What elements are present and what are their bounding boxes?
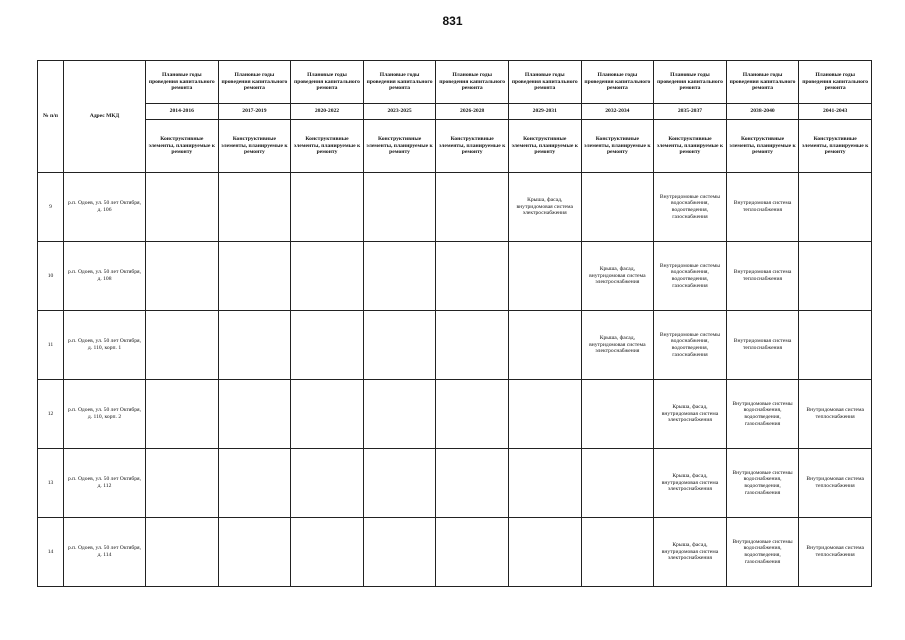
repair-cell [146, 242, 219, 311]
period-subtitle: Конструктивные элементы, планируемые к ремонту [218, 120, 291, 173]
repair-cell: Внутридомовые системы водоснабжения, водоотведения, газоснабжения [654, 242, 727, 311]
repair-cell [581, 449, 654, 518]
repair-cell [291, 311, 364, 380]
repair-cell [508, 380, 581, 449]
row-address: р.п. Одоев, ул. 50 лет Октября, д. 106 [64, 173, 146, 242]
repair-cell [291, 242, 364, 311]
header-title-row [38, 61, 872, 104]
repair-cell [291, 518, 364, 587]
table-row [38, 311, 872, 380]
repair-cell: Внутридомовая система теплоснабжения [726, 173, 799, 242]
repair-cell [218, 311, 291, 380]
table-row [38, 518, 872, 587]
row-number: 14 [38, 518, 64, 587]
period-subtitle: Конструктивные элементы, планируемые к ремонту [291, 120, 364, 173]
period-title: Плановые годы проведения капитального ремонта [581, 61, 654, 104]
num-header: № п/п [38, 61, 64, 173]
repair-cell [218, 242, 291, 311]
repair-cell: Внутридомовые системы водоснабжения, водоотведения, газоснабжения [654, 311, 727, 380]
repair-cell [146, 449, 219, 518]
period-title: Плановые годы проведения капитального ремонта [654, 61, 727, 104]
repair-cell: Крыша, фасад, внутридомовая система электроснабжения [508, 173, 581, 242]
repair-cell [146, 173, 219, 242]
header-elements-row [38, 120, 872, 173]
table-row [38, 242, 872, 311]
table-row [38, 380, 872, 449]
period-subtitle: Конструктивные элементы, планируемые к ремонту [581, 120, 654, 173]
period-years: 2020-2022 [291, 104, 364, 120]
repair-cell [436, 311, 509, 380]
capital-repair-table [37, 60, 872, 587]
repair-cell [363, 449, 436, 518]
repair-cell [508, 449, 581, 518]
period-years: 2017-2019 [218, 104, 291, 120]
repair-cell [363, 518, 436, 587]
period-title: Плановые годы проведения капитального ремонта [363, 61, 436, 104]
repair-cell [146, 311, 219, 380]
repair-cell [291, 173, 364, 242]
repair-cell [146, 518, 219, 587]
period-years: 2014-2016 [146, 104, 219, 120]
repair-cell [146, 380, 219, 449]
repair-cell [218, 449, 291, 518]
repair-cell: Внутридомовые системы водоснабжения, водоотведения, газоснабжения [726, 449, 799, 518]
period-subtitle: Конструктивные элементы, планируемые к ремонту [799, 120, 872, 173]
period-title: Плановые годы проведения капитального ремонта [291, 61, 364, 104]
repair-cell: Внутридомовая система теплоснабжения [799, 518, 872, 587]
repair-cell [581, 518, 654, 587]
row-number: 9 [38, 173, 64, 242]
repair-cell [799, 173, 872, 242]
repair-cell [436, 449, 509, 518]
page-number: 831 [442, 14, 463, 28]
period-title: Плановые годы проведения капитального ремонта [218, 61, 291, 104]
repair-cell: Внутридомовые системы водоснабжения, водоотведения, газоснабжения [654, 173, 727, 242]
repair-cell [508, 242, 581, 311]
repair-cell [581, 173, 654, 242]
period-subtitle: Конструктивные элементы, планируемые к ремонту [146, 120, 219, 173]
repair-cell: Крыша, фасад, внутридомовая система электроснабжения [581, 311, 654, 380]
repair-cell [218, 518, 291, 587]
repair-cell [581, 380, 654, 449]
period-years: 2026-2028 [436, 104, 509, 120]
repair-cell [799, 242, 872, 311]
repair-cell: Внутридомовая система теплоснабжения [799, 380, 872, 449]
period-subtitle: Конструктивные элементы, планируемые к ремонту [726, 120, 799, 173]
period-years: 2038-2040 [726, 104, 799, 120]
repair-cell [436, 518, 509, 587]
row-address: р.п. Одоев, ул. 50 лет Октября, д. 110, корп. 1 [64, 311, 146, 380]
repair-cell [291, 380, 364, 449]
row-number: 12 [38, 380, 64, 449]
repair-cell [436, 173, 509, 242]
repair-cell: Внутридомовая система теплоснабжения [726, 242, 799, 311]
period-years: 2023-2025 [363, 104, 436, 120]
row-address: р.п. Одоев, ул. 50 лет Октября, д. 110, корп. 2 [64, 380, 146, 449]
repair-cell [363, 311, 436, 380]
period-subtitle: Конструктивные элементы, планируемые к ремонту [363, 120, 436, 173]
row-number: 13 [38, 449, 64, 518]
period-title: Плановые годы проведения капитального ремонта [436, 61, 509, 104]
period-subtitle: Конструктивные элементы, планируемые к ремонту [436, 120, 509, 173]
row-number: 10 [38, 242, 64, 311]
period-subtitle: Конструктивные элементы, планируемые к ремонту [508, 120, 581, 173]
repair-cell: Внутридомовые системы водоснабжения, водоотведения, газоснабжения [726, 380, 799, 449]
period-title: Плановые годы проведения капитального ремонта [146, 61, 219, 104]
table-row [38, 449, 872, 518]
address-header: Адрес МКД [64, 61, 146, 173]
period-years: 2029-2031 [508, 104, 581, 120]
repair-cell [218, 380, 291, 449]
period-subtitle: Конструктивные элементы, планируемые к ремонту [654, 120, 727, 173]
repair-cell [363, 242, 436, 311]
repair-cell [508, 518, 581, 587]
repair-cell [291, 449, 364, 518]
repair-cell [799, 311, 872, 380]
row-address: р.п. Одоев, ул. 50 лет Октября, д. 108 [64, 242, 146, 311]
repair-cell [508, 311, 581, 380]
period-years: 2041-2043 [799, 104, 872, 120]
row-address: р.п. Одоев, ул. 50 лет Октября, д. 114 [64, 518, 146, 587]
repair-cell: Крыша, фасад, внутридомовая система электроснабжения [654, 380, 727, 449]
header-years-row [38, 104, 872, 120]
repair-cell: Крыша, фасад, внутридомовая система электроснабжения [654, 449, 727, 518]
period-years: 2032-2034 [581, 104, 654, 120]
period-title: Плановые годы проведения капитального ремонта [799, 61, 872, 104]
period-years: 2035-2037 [654, 104, 727, 120]
repair-cell: Внутридомовая система теплоснабжения [726, 311, 799, 380]
repair-cell: Крыша, фасад, внутридомовая система электроснабжения [581, 242, 654, 311]
row-address: р.п. Одоев, ул. 50 лет Октября, д. 112 [64, 449, 146, 518]
repair-cell [363, 380, 436, 449]
repair-cell [436, 242, 509, 311]
repair-cell [218, 173, 291, 242]
period-title: Плановые годы проведения капитального ремонта [508, 61, 581, 104]
period-title: Плановые годы проведения капитального ремонта [726, 61, 799, 104]
repair-cell: Внутридомовая система теплоснабжения [799, 449, 872, 518]
repair-cell [363, 173, 436, 242]
table-row [38, 173, 872, 242]
repair-cell: Крыша, фасад, внутридомовая система электроснабжения [654, 518, 727, 587]
repair-cell [436, 380, 509, 449]
repair-cell: Внутридомовые системы водоснабжения, водоотведения, газоснабжения [726, 518, 799, 587]
row-number: 11 [38, 311, 64, 380]
